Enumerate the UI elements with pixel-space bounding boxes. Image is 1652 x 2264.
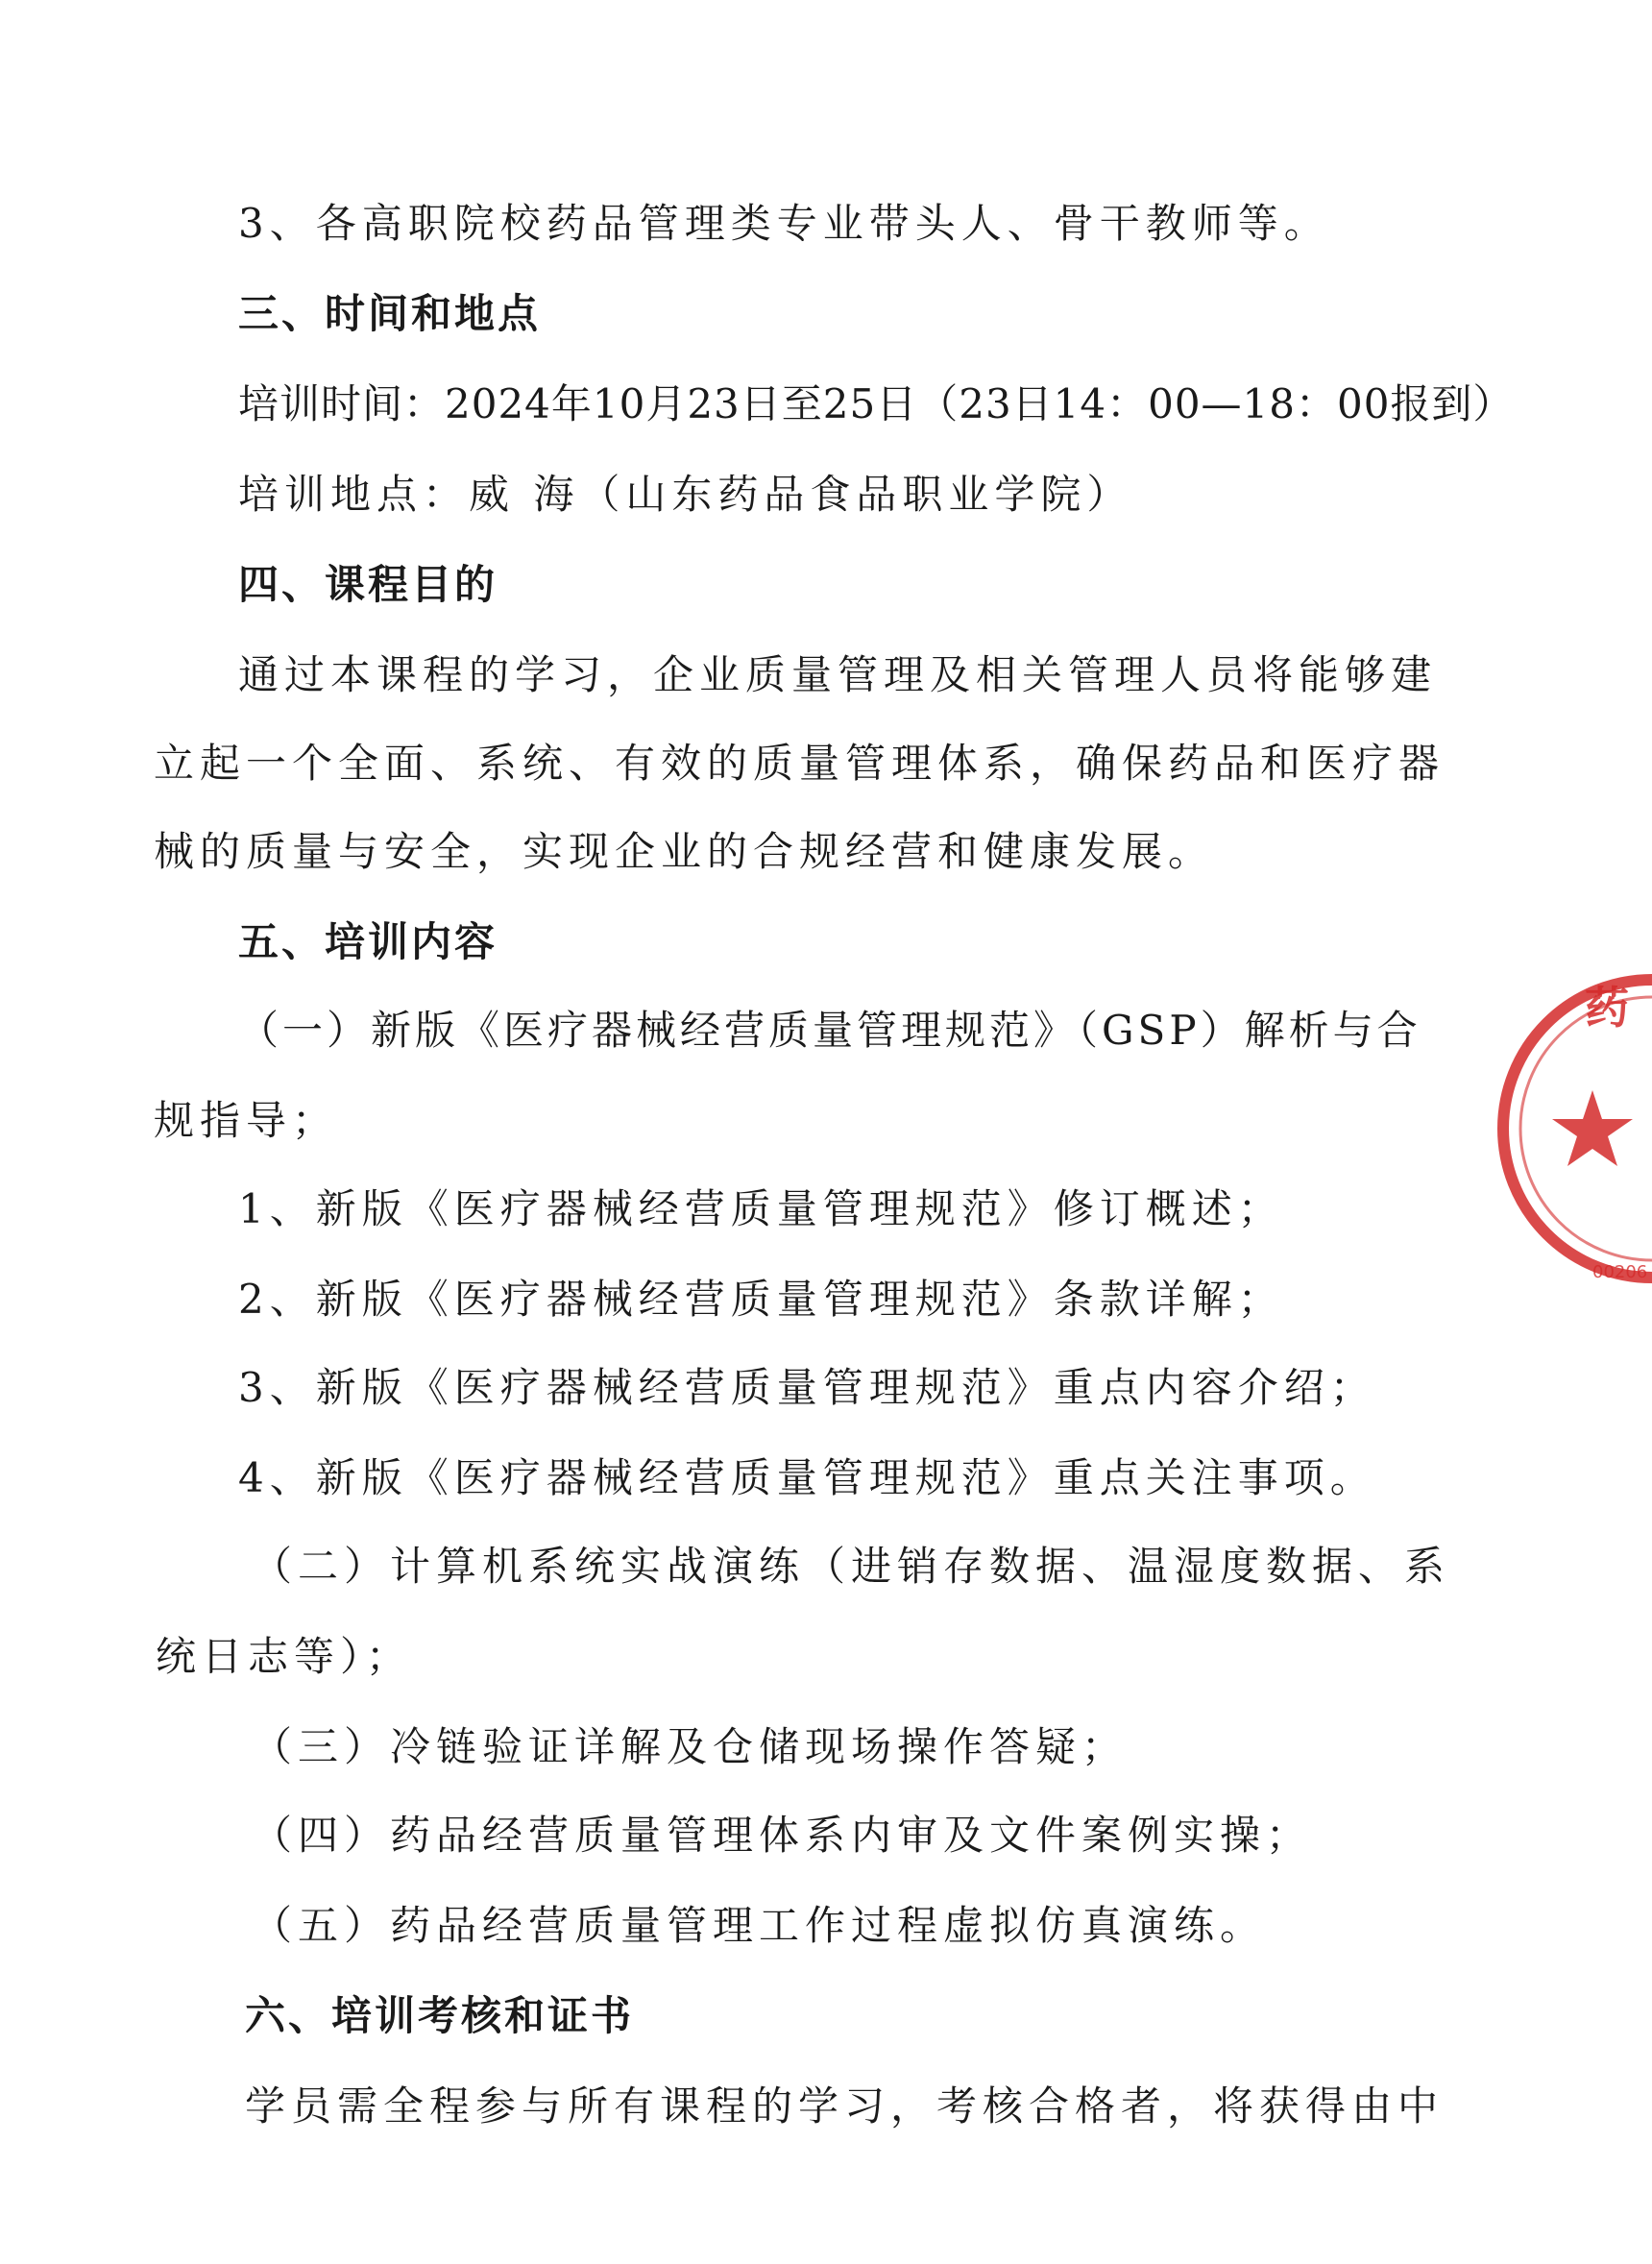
body-line: 培训地点：威 海（山东药品食品职业学院） (238, 471, 1133, 518)
body-line: 通过本课程的学习，企业质量管理及相关管理人员将能够建 (238, 651, 1438, 698)
body-line: 规指导； (154, 1097, 339, 1144)
body-line: 3、各高职院校药品管理类专业带头人、骨干教师等。 (238, 200, 1330, 247)
body-line: 立起一个全面、系统、有效的质量管理体系，确保药品和医疗器 (154, 740, 1446, 787)
body-line: （二）计算机系统实战演练（进销存数据、温湿度数据、系 (252, 1543, 1451, 1590)
body-line: 4、新版《医疗器械经营质量管理规范》重点关注事项。 (238, 1454, 1376, 1501)
body-line: 3、新版《医疗器械经营质量管理规范》重点内容介绍； (238, 1364, 1376, 1411)
official-seal (1479, 951, 1652, 1306)
body-line: 2、新版《医疗器械经营质量管理规范》条款详解； (238, 1276, 1284, 1323)
body-line: 统日志等）； (156, 1633, 413, 1680)
body-line: 培训时间：2024年10月23日至25日（23日14：00—18：00报到） (238, 380, 1515, 427)
section-heading: 五、培训内容 (238, 918, 498, 965)
section-heading: 三、时间和地点 (238, 290, 542, 337)
body-line: 械的质量与安全，实现企业的合规经营和健康发展。 (154, 828, 1215, 875)
body-line: （五）药品经营质量管理工作过程虚拟仿真演练。 (252, 1902, 1267, 1949)
seal-number: 00206 (1592, 1262, 1648, 1282)
body-line: 学员需全程参与所有课程的学习，考核合格者，将获得由中 (245, 2082, 1445, 2130)
body-line: 1、新版《医疗器械经营质量管理规范》修订概述； (238, 1185, 1284, 1232)
section-heading: 四、课程目的 (238, 561, 498, 608)
seal-text: 药 (1585, 982, 1629, 1034)
section-heading: 六、培训考核和证书 (245, 1992, 635, 2039)
body-line: （一）新版《医疗器械经营质量管理规范》（GSP）解析与合 (238, 1007, 1421, 1054)
body-line: （四）药品经营质量管理体系内审及文件案例实操； (252, 1812, 1313, 1859)
body-line: （三）冷链验证详解及仓储现场操作答疑； (252, 1723, 1129, 1770)
